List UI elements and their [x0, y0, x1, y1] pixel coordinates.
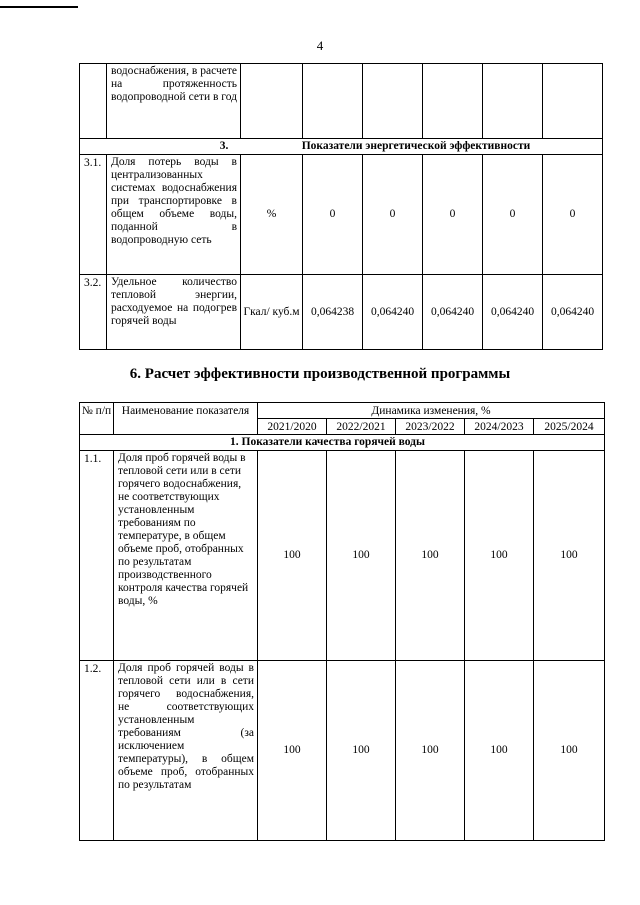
period-header: 2025/2024: [534, 419, 605, 435]
period-header: 2022/2021: [327, 419, 396, 435]
value-cell: 0: [303, 155, 363, 275]
value-cell: 0: [483, 155, 543, 275]
section-label: Показатели энергетической эффективности: [301, 140, 531, 152]
indicator-name-cell: Доля проб горячей воды в тепловой сети или в сети горячего водоснабжения, не соответствующих установленным требованиям (за исключением температуры), в общем объеме проб, отобранных по результатам: [114, 661, 258, 841]
table-row: [80, 275, 603, 350]
section-number: 3.: [219, 140, 229, 152]
section-row: [80, 139, 603, 155]
value-cell: 0: [363, 155, 423, 275]
header-name: Наименование показателя: [114, 403, 258, 435]
table-row: [80, 451, 605, 661]
period-header: 2023/2022: [396, 419, 465, 435]
indicator-name-cell: Удельное количество тепловой энергии, расходуемое на подогрев горячей воды: [107, 275, 241, 350]
page-number: 4: [316, 38, 324, 53]
section-title: 6. Расчет эффективности производственной программы: [129, 366, 511, 382]
unit-cell: Гкал/ куб.м: [241, 275, 303, 350]
value-cell: 100: [258, 661, 327, 841]
value-cell: 0,064240: [543, 275, 603, 350]
value-cell: 100: [258, 451, 327, 661]
efficiency-calculation-table: [79, 402, 605, 841]
section-heading: [80, 139, 603, 155]
period-header: 2024/2023: [465, 419, 534, 435]
value-cell: 100: [465, 451, 534, 661]
header-number: № п/п: [80, 403, 114, 435]
indicator-name-cell: Доля проб горячей воды в тепловой сети или в сети горячего водоснабжения, не соответствующих установленным требованиям по температуре, в общем объеме проб, отобранных по результатам производственного контроля качества горячей воды, %: [114, 451, 258, 661]
table-row: [80, 64, 603, 139]
header-row: [80, 403, 605, 419]
value-cell: 0,064238: [303, 275, 363, 350]
energy-efficiency-table: [79, 63, 603, 350]
period-header: 2021/2020: [258, 419, 327, 435]
header-dynamics: Динамика изменения, %: [258, 403, 605, 419]
section-row: [80, 435, 605, 451]
value-cell: 0,064240: [483, 275, 543, 350]
value-cell: 0,064240: [423, 275, 483, 350]
row-number-cell: 3.1.: [80, 155, 107, 275]
table-row: [80, 661, 605, 841]
indicator-name-cell: водоснабжения, в расчете на протяженность водопроводной сети в год: [107, 64, 241, 139]
value-cell: 100: [534, 451, 605, 661]
top-rule: [0, 6, 78, 8]
row-number-cell: 3.2.: [80, 275, 107, 350]
value-cell: 100: [396, 451, 465, 661]
value-cell: 100: [465, 661, 534, 841]
value-cell: 100: [327, 451, 396, 661]
row-number-cell: [80, 64, 107, 139]
value-cell: 100: [327, 661, 396, 841]
table-row: [80, 155, 603, 275]
value-cell: 0,064240: [363, 275, 423, 350]
value-cell: 100: [534, 661, 605, 841]
section-heading: 1. Показатели качества горячей воды: [80, 435, 605, 451]
row-number-cell: 1.2.: [80, 661, 114, 841]
indicator-name-cell: Доля потерь воды в централизованных системах водоснабжения при транспортировке в общем объеме воды, поданной в водопроводную сеть: [107, 155, 241, 275]
unit-cell: %: [241, 155, 303, 275]
value-cell: 0: [423, 155, 483, 275]
value-cell: 100: [396, 661, 465, 841]
value-cell: 0: [543, 155, 603, 275]
row-number-cell: 1.1.: [80, 451, 114, 661]
